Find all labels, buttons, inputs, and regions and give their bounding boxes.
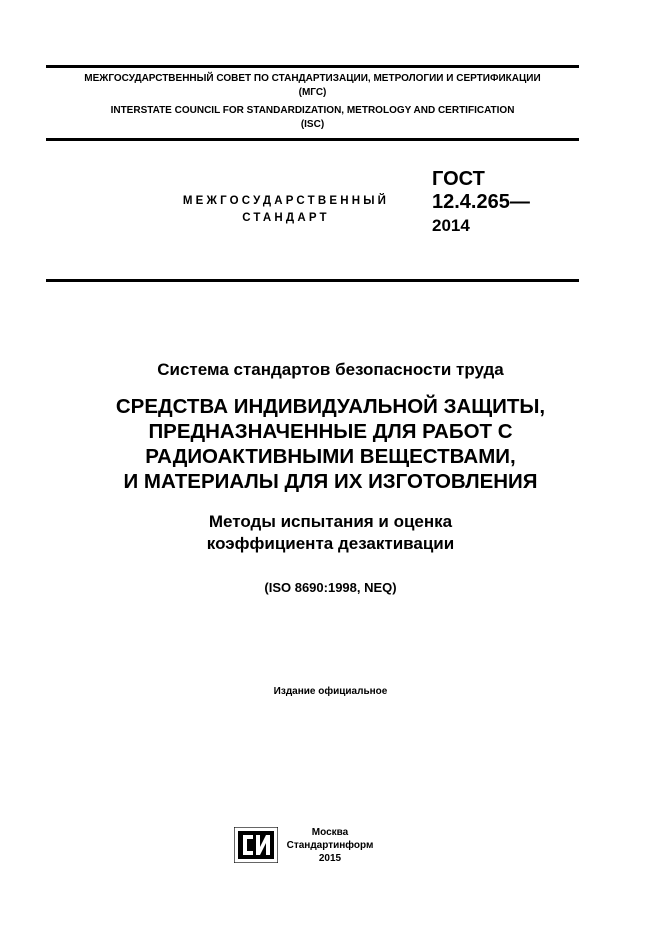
council-name-ru-line: МЕЖГОСУДАРСТВЕННЫЙ СОВЕТ ПО СТАНДАРТИЗАЦИИ, МЕТРОЛОГИИ И СЕРТИФИКАЦИИ: [84, 73, 541, 84]
bottom-rule: [46, 279, 579, 282]
publisher: [280, 826, 380, 865]
gost-code: 12.4.265—: [432, 191, 530, 213]
standard-kind-line-2: СТАНДАРТ: [242, 212, 330, 224]
main-title: [40, 394, 621, 494]
council-name-ru: [46, 72, 579, 100]
system-title: Система стандартов безопасности труда: [157, 360, 504, 379]
sub-title-line-2: коэффициента дезактивации: [206, 534, 455, 553]
council-abbr-en: (ISC): [300, 119, 325, 130]
main-title-line-4: И МАТЕРИАЛЫ ДЛЯ ИХ ИЗГОТОВЛЕНИЯ: [123, 470, 538, 493]
sub-title-line-1: Методы испытания и оценка: [208, 512, 453, 531]
council-abbr-ru: (МГС): [298, 87, 327, 98]
edition-note: Издание официальное: [273, 686, 388, 697]
gost-label: ГОСТ: [432, 168, 485, 190]
sub-title: [40, 511, 621, 555]
main-title-line-2: ПРЕДНАЗНАЧЕННЫЕ ДЛЯ РАБОТ С: [148, 420, 513, 443]
council-name-en: [46, 104, 579, 132]
publisher-year: 2015: [318, 853, 342, 864]
publisher-name: Стандартинформ: [286, 840, 374, 851]
main-title-line-1: СРЕДСТВА ИНДИВИДУАЛЬНОЙ ЗАЩИТЫ,: [115, 395, 546, 418]
iso-reference: (ISO 8690:1998, NEQ): [264, 580, 397, 595]
standard-kind: [150, 193, 422, 227]
standard-kind-line-1: МЕЖГОСУДАРСТВЕННЫЙ: [182, 195, 390, 207]
publisher-city: Москва: [311, 827, 349, 838]
council-name-en-line: INTERSTATE COUNCIL FOR STANDARDIZATION, METROLOGY AND CERTIFICATION: [110, 105, 515, 116]
gost-number: [432, 168, 530, 237]
main-title-line-3: РАДИОАКТИВНЫМИ ВЕЩЕСТВАМИ,: [145, 445, 516, 468]
gost-year: 2014: [432, 216, 470, 235]
top-rule: [46, 65, 579, 68]
middle-rule: [46, 138, 579, 141]
standartinform-logo-icon: [234, 827, 278, 863]
